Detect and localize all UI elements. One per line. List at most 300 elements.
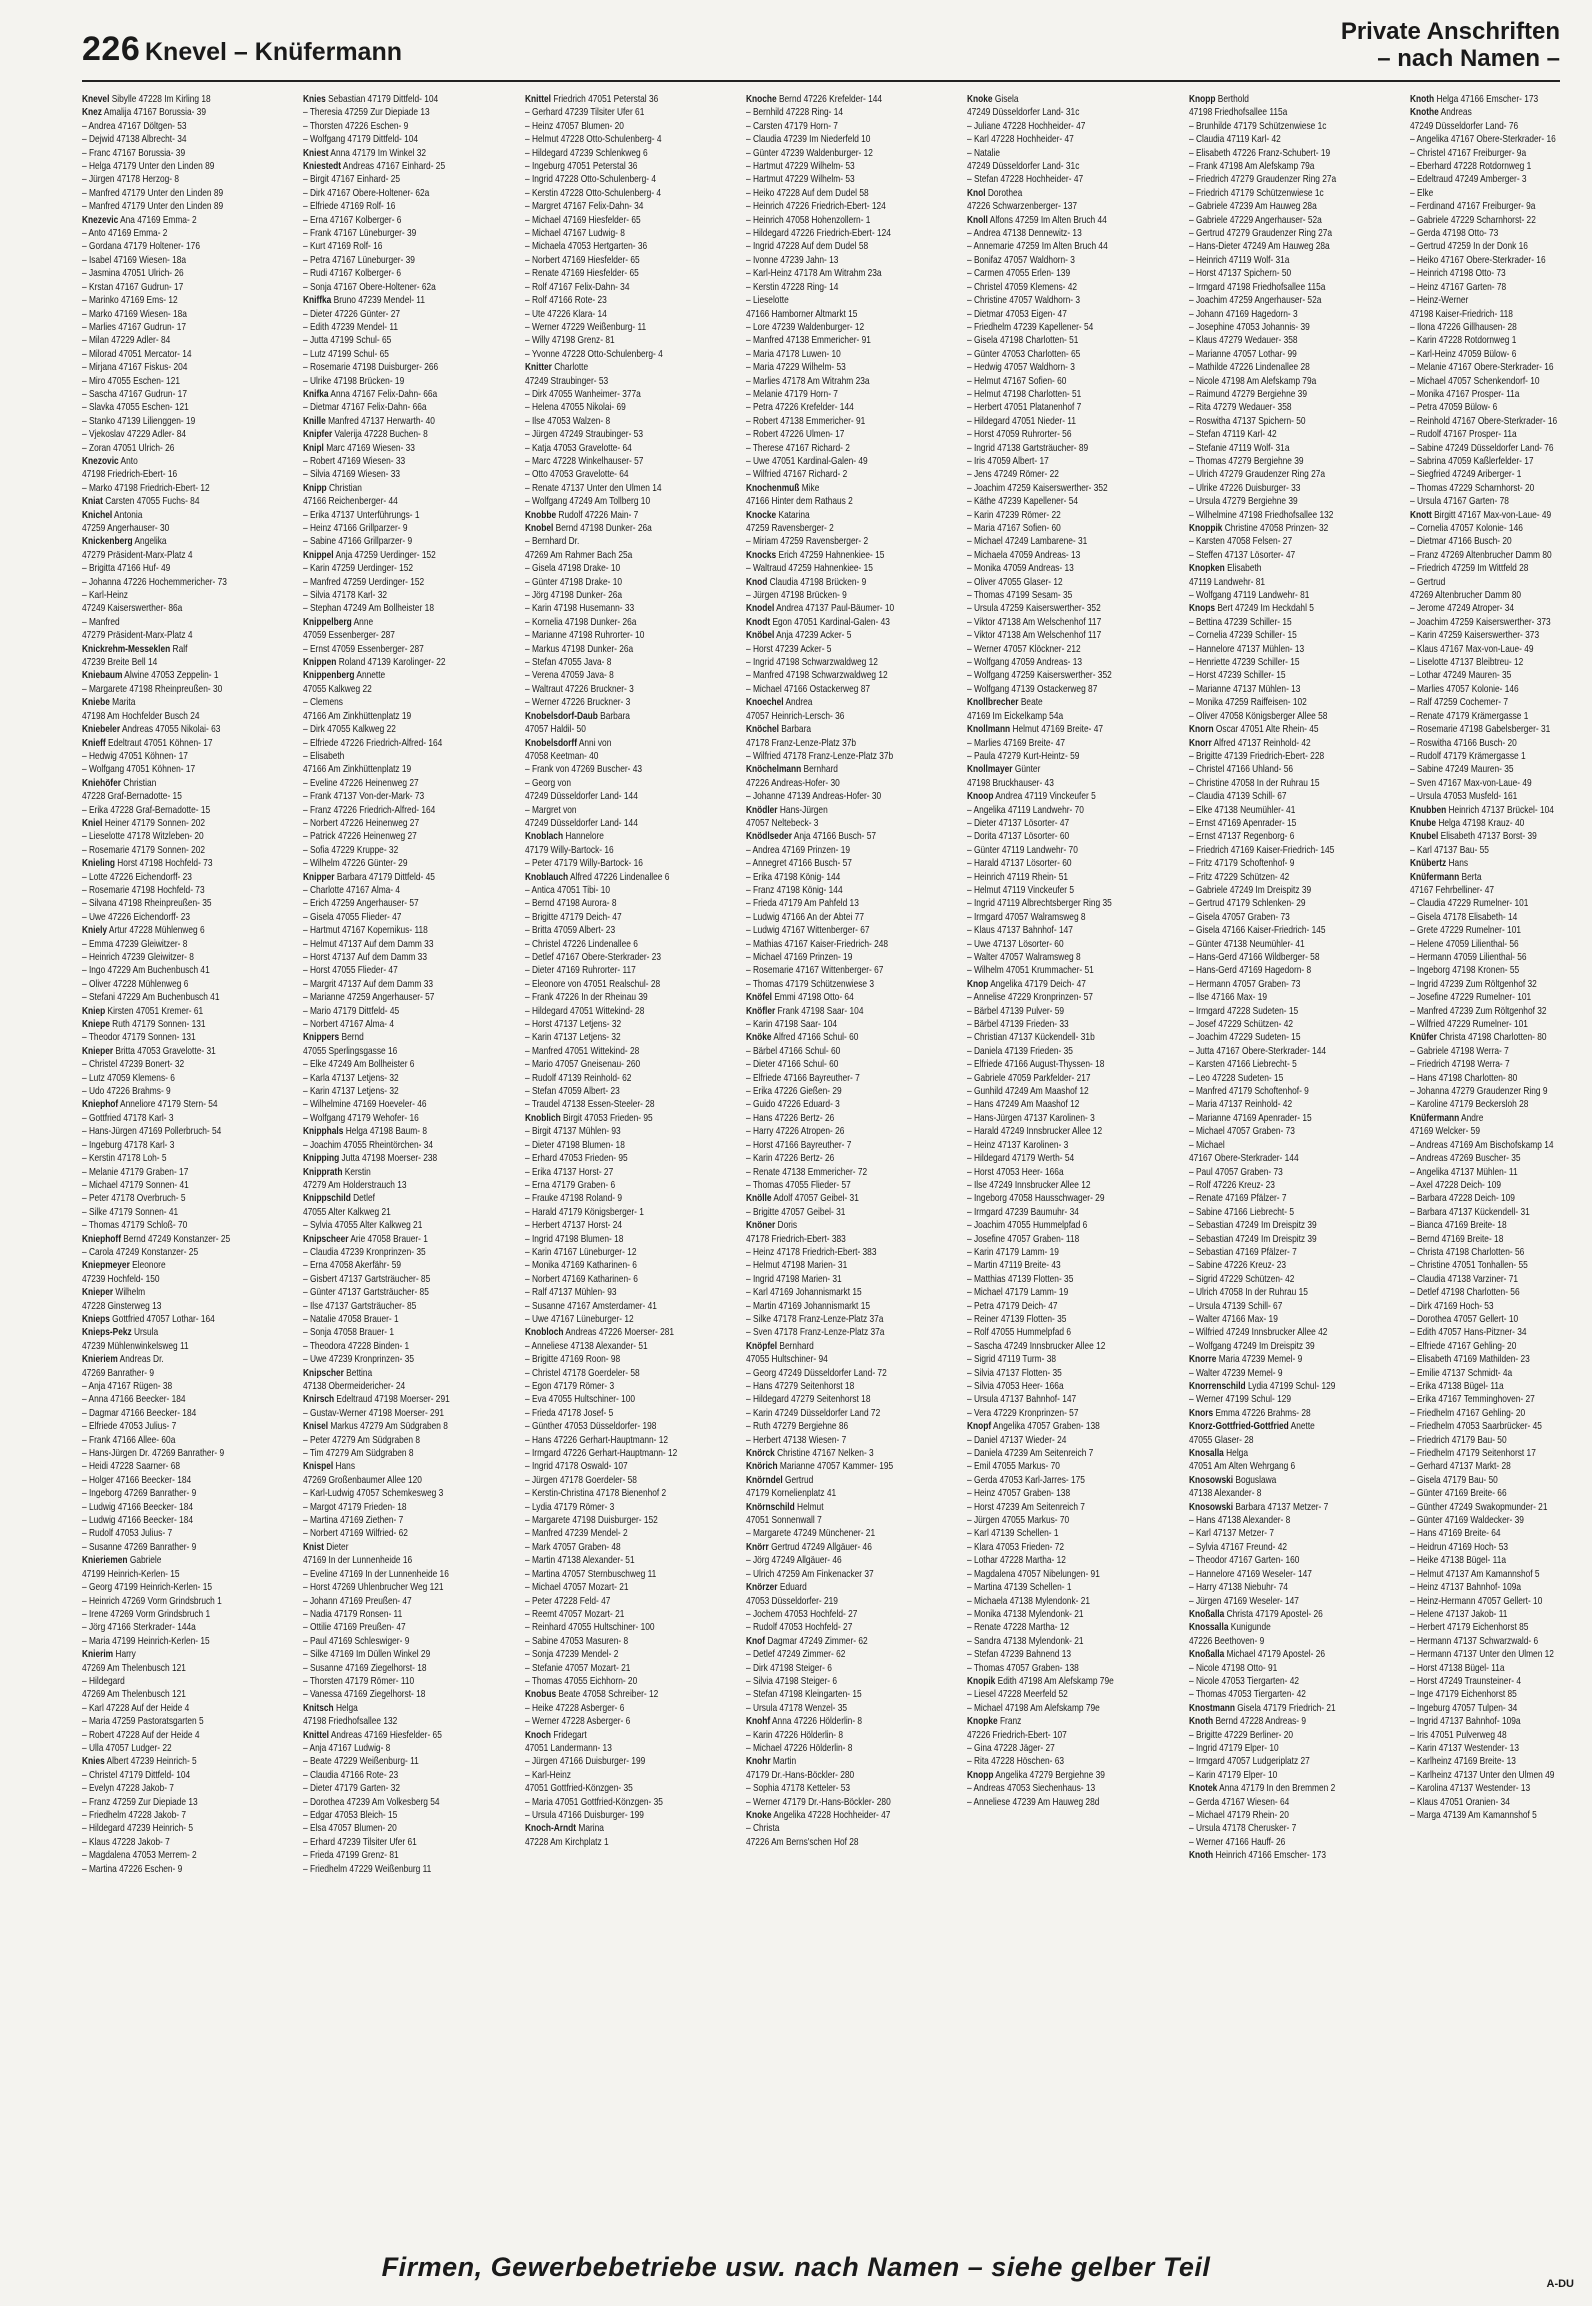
entry-text: – Wilfried 47167 Richard- 2 bbox=[745, 469, 848, 481]
list-item bbox=[82, 924, 246, 937]
list-item bbox=[746, 388, 910, 401]
list-item bbox=[525, 442, 689, 455]
entry-text: – Manfred bbox=[82, 616, 120, 628]
surname: Kniepe bbox=[82, 1019, 110, 1031]
list-item bbox=[1410, 1782, 1560, 1795]
surname: Knosalla bbox=[1188, 1448, 1224, 1460]
list-item bbox=[525, 428, 689, 441]
entry-text: – Mathias 47167 Kaiser-Friedrich- 248 bbox=[745, 938, 888, 950]
list-item bbox=[525, 669, 689, 682]
entry-text: – Marlies 47167 Gudrun- 17 bbox=[82, 321, 187, 333]
surname: Knörck bbox=[745, 1448, 775, 1460]
list-item bbox=[303, 1608, 467, 1621]
list-item bbox=[746, 455, 910, 468]
entry-text: – Frieda 47179 Am Pahfeld 13 bbox=[745, 898, 859, 910]
entry-text: – Susanne 47167 Amsterdamer- 41 bbox=[524, 1300, 657, 1312]
list-item bbox=[303, 737, 467, 750]
entry-text: – Horst 47166 Bayreuther- 7 bbox=[745, 1139, 852, 1151]
list-item bbox=[1410, 602, 1560, 615]
list-item bbox=[82, 1688, 246, 1701]
list-item bbox=[303, 857, 467, 870]
list-item bbox=[967, 1179, 1131, 1192]
list-item bbox=[1410, 468, 1560, 481]
entry-text: – Martin 47169 Johannismarkt 15 bbox=[745, 1300, 870, 1312]
list-item bbox=[746, 522, 910, 535]
list-item bbox=[525, 1648, 689, 1661]
entry-text: Albert 47239 Heinrich- 5 bbox=[104, 1756, 197, 1768]
entry-text: – Miriam 47259 Ravensberger- 2 bbox=[745, 536, 869, 548]
list-item bbox=[1189, 348, 1353, 361]
list-item bbox=[303, 133, 467, 146]
list-item bbox=[746, 495, 910, 508]
list-item bbox=[967, 589, 1131, 602]
list-item bbox=[303, 361, 467, 374]
list-item bbox=[967, 1581, 1131, 1594]
list-item bbox=[525, 1514, 689, 1527]
list-item bbox=[746, 616, 910, 629]
list-item bbox=[1189, 1367, 1353, 1380]
list-item bbox=[1189, 656, 1353, 669]
list-item bbox=[525, 656, 689, 669]
entry-text: – Hans-Jürgen 47169 Pollerbruch- 54 bbox=[82, 1126, 222, 1138]
entry-text: 47058 Keetman- 40 bbox=[524, 750, 598, 762]
list-item bbox=[1189, 1393, 1353, 1406]
list-item bbox=[967, 790, 1131, 803]
list-item bbox=[1410, 1407, 1560, 1420]
surname: Knittel bbox=[303, 1729, 330, 1741]
list-item bbox=[82, 991, 246, 1004]
entry-text: Helga 47198 Krauz- 40 bbox=[1435, 817, 1525, 829]
entry-text: – Werner 47229 Weißenburg- 11 bbox=[524, 321, 646, 333]
entry-text: – Georg 47249 Düsseldorfer Land- 72 bbox=[745, 1367, 887, 1379]
list-item bbox=[82, 951, 246, 964]
entry-text: Eduard bbox=[777, 1582, 807, 1594]
list-item bbox=[967, 1648, 1131, 1661]
surname: Knopik bbox=[967, 1675, 996, 1687]
surname: Knüfermann bbox=[1409, 871, 1459, 883]
surname: Knopp bbox=[967, 1769, 994, 1781]
list-item bbox=[967, 1621, 1131, 1634]
entry-text: – Helene 47059 Lilienthal- 56 bbox=[1409, 938, 1519, 950]
surname: Knobelsdorf-Daub bbox=[524, 710, 598, 722]
entry-text: – Jerome 47249 Atroper- 34 bbox=[1409, 603, 1514, 615]
entry-text: – Heinz 47137 Bahnhof- 109a bbox=[1409, 1582, 1521, 1594]
surname: Knöfler bbox=[745, 1005, 776, 1017]
list-item bbox=[525, 1085, 689, 1098]
list-item bbox=[525, 1139, 689, 1152]
entry-text: – Christine 47058 In der Ruhrau 15 bbox=[1188, 777, 1319, 789]
list-item bbox=[525, 321, 689, 334]
list-item bbox=[303, 1166, 467, 1179]
list-item bbox=[1189, 1635, 1353, 1648]
entry-text: – Monika 47167 Prosper- 11a bbox=[1409, 388, 1520, 400]
list-item bbox=[1189, 629, 1353, 642]
list-item bbox=[1410, 254, 1560, 267]
list-item bbox=[1189, 1769, 1353, 1782]
list-item bbox=[1189, 589, 1353, 602]
list-item bbox=[1410, 334, 1560, 347]
surname: Knors bbox=[1188, 1407, 1213, 1419]
entry-text: – Heinz 47137 Karolinen- 3 bbox=[967, 1139, 1069, 1151]
entry-text: – Sascha 47167 Gudrun- 17 bbox=[82, 388, 187, 400]
entry-text: – Sofia 47229 Kruppe- 32 bbox=[303, 844, 399, 856]
entry-text: 47051 Am Alten Wehrgang 6 bbox=[1188, 1461, 1295, 1473]
list-item bbox=[82, 294, 246, 307]
entry-text: 47167 Obere-Sterkrader- 144 bbox=[1188, 1153, 1299, 1165]
list-item bbox=[82, 361, 246, 374]
section-title-line-1: Private Anschriften bbox=[1340, 18, 1560, 45]
list-item bbox=[525, 924, 689, 937]
list-item bbox=[525, 1581, 689, 1594]
entry-text: – Lydia 47179 Römer- 3 bbox=[524, 1501, 614, 1513]
list-item bbox=[82, 334, 246, 347]
list-item bbox=[1410, 1085, 1560, 1098]
list-item bbox=[303, 1152, 467, 1165]
list-item bbox=[303, 1192, 467, 1205]
list-item bbox=[967, 804, 1131, 817]
list-item bbox=[746, 120, 910, 133]
entry-text: – Elfriede 47053 Julius- 7 bbox=[82, 1421, 177, 1433]
entry-text: – Heinz 47057 Blumen- 20 bbox=[524, 120, 624, 132]
surname: Knoth bbox=[1188, 1716, 1213, 1728]
list-item bbox=[525, 415, 689, 428]
list-item bbox=[303, 522, 467, 535]
list-item bbox=[967, 1219, 1131, 1232]
list-item bbox=[82, 978, 246, 991]
list-item bbox=[1189, 308, 1353, 321]
entry-text: – Charlotte 47167 Alma- 4 bbox=[303, 884, 401, 896]
list-item bbox=[967, 1755, 1131, 1768]
list-item bbox=[82, 415, 246, 428]
entry-text: – Martin 47138 Alexander- 51 bbox=[524, 1555, 635, 1567]
directory-column-5 bbox=[967, 93, 1131, 2248]
entry-text: – Erika 47167 Temminghoven- 27 bbox=[1409, 1394, 1535, 1406]
entry-text: – Melanie 47179 Horn- 7 bbox=[745, 388, 838, 400]
list-item bbox=[746, 375, 910, 388]
list-item bbox=[1189, 173, 1353, 186]
list-item bbox=[1189, 160, 1353, 173]
surname: Knorz-Gottfried-Gottfried bbox=[1188, 1421, 1289, 1433]
surname: Knödler bbox=[745, 804, 778, 816]
entry-text: – Heinz-Werner bbox=[1409, 295, 1469, 307]
entry-text: – Harald 47179 Königsberger- 1 bbox=[524, 1206, 644, 1218]
entry-text: – Brigitte 47057 Geibel- 31 bbox=[745, 1206, 846, 1218]
entry-text: – Helmut 47137 Auf dem Damm 33 bbox=[303, 938, 434, 950]
entry-text: – Ursula 47259 Kaiserswerther- 352 bbox=[967, 603, 1101, 615]
list-item bbox=[303, 1621, 467, 1634]
list-item bbox=[525, 1527, 689, 1540]
entry-text: – Gisela 47057 Graben- 73 bbox=[1188, 911, 1290, 923]
surname: Kniffka bbox=[303, 295, 332, 307]
entry-text: – Dietmar 47166 Busch- 20 bbox=[1409, 536, 1512, 548]
list-item bbox=[82, 1125, 246, 1138]
entry-text: – Sophia 47178 Ketteler- 53 bbox=[745, 1783, 850, 1795]
list-item bbox=[525, 964, 689, 977]
surname: Knubben bbox=[1409, 804, 1446, 816]
list-item bbox=[746, 1675, 910, 1688]
entry-text: – Daniela 47139 Frieden- 35 bbox=[967, 1045, 1074, 1057]
entry-text: – Bernd 47198 Aurora- 8 bbox=[524, 898, 617, 910]
entry-text: – Gerda 47167 Wiesen- 64 bbox=[1188, 1796, 1289, 1808]
list-item bbox=[1410, 964, 1560, 977]
list-item bbox=[82, 227, 246, 240]
entry-text: Hans bbox=[333, 1461, 356, 1473]
entry-text: Alfred 47226 Lindenallee 6 bbox=[567, 871, 670, 883]
list-item bbox=[746, 897, 910, 910]
list-item bbox=[746, 1152, 910, 1165]
entry-text: 47055 Kalkweg 22 bbox=[303, 683, 373, 695]
list-item bbox=[82, 1031, 246, 1044]
list-item bbox=[1189, 1031, 1353, 1044]
list-item bbox=[82, 173, 246, 186]
list-item bbox=[1189, 924, 1353, 937]
list-item bbox=[82, 240, 246, 253]
list-item bbox=[1189, 1541, 1353, 1554]
entry-text: – Karin 47137 Letjens- 32 bbox=[524, 1032, 621, 1044]
entry-text: – Günter 47198 Drake- 10 bbox=[524, 576, 622, 588]
list-item bbox=[82, 1206, 246, 1219]
list-item bbox=[746, 750, 910, 763]
entry-text: – Hannelore 47137 Mühlen- 13 bbox=[1188, 643, 1304, 655]
entry-text: – Andrea 47138 Dennewitz- 13 bbox=[967, 228, 1082, 240]
entry-text: – Bianca 47169 Breite- 18 bbox=[1409, 1220, 1507, 1232]
list-item bbox=[82, 375, 246, 388]
entry-text: – Hildegard 47239 Heinrich- 5 bbox=[82, 1823, 193, 1835]
entry-text: – Heinz 47167 Garten- 78 bbox=[1409, 281, 1506, 293]
entry-text: 47259 Ravensberger- 2 bbox=[745, 523, 834, 534]
list-item bbox=[303, 629, 467, 642]
page-number: 226 bbox=[82, 30, 141, 68]
entry-text: Alfons 47259 Im Alten Bruch 44 bbox=[988, 214, 1107, 226]
list-item bbox=[525, 763, 689, 776]
entry-text: – Werner 47057 Klöckner- 212 bbox=[967, 643, 1081, 655]
list-item bbox=[525, 227, 689, 240]
entry-text: – Manfred 47051 Wittekind- 28 bbox=[524, 1045, 639, 1057]
list-item bbox=[82, 763, 246, 776]
list-item bbox=[525, 281, 689, 294]
list-item bbox=[1189, 120, 1353, 133]
entry-text: – Franc 47167 Borussia- 39 bbox=[82, 147, 186, 159]
list-item bbox=[746, 1635, 910, 1648]
entry-text: – Johanna 47279 Graudenzer Ring 9 bbox=[1409, 1086, 1548, 1098]
entry-text: Günter bbox=[1012, 764, 1041, 776]
entry-text: Oscar 47051 Alte Rhein- 45 bbox=[1213, 724, 1319, 736]
entry-text: – Ilse 47249 Innsbrucker Allee 12 bbox=[967, 1179, 1091, 1191]
directory-column-6 bbox=[1189, 93, 1353, 2248]
list-item bbox=[82, 737, 246, 750]
entry-text: – Silvia 47169 Wiesen- 33 bbox=[303, 469, 401, 481]
list-item bbox=[967, 1326, 1131, 1339]
list-item bbox=[1410, 93, 1560, 106]
entry-text: Emmi 47198 Otto- 64 bbox=[771, 992, 854, 1004]
entry-text: – Michael 47057 Graben- 73 bbox=[1188, 1126, 1295, 1138]
list-item bbox=[746, 401, 910, 414]
list-item bbox=[303, 1447, 467, 1460]
list-item bbox=[1410, 240, 1560, 253]
entry-text: – Edeltraud 47249 Amberger- 3 bbox=[1409, 174, 1527, 186]
entry-text: – Sigrid 47119 Turm- 38 bbox=[967, 1354, 1057, 1366]
list-item bbox=[967, 388, 1131, 401]
entry-text: – Claudia 47166 Rote- 23 bbox=[303, 1769, 399, 1781]
entry-text: – Jochem 47053 Hochfeld- 27 bbox=[745, 1608, 858, 1620]
entry-text: – Friedrich 47169 Kaiser-Friedrich- 145 bbox=[1188, 844, 1334, 856]
entry-text: – Margarete 47249 Münchener- 21 bbox=[745, 1528, 876, 1540]
list-item bbox=[1189, 93, 1353, 106]
list-item bbox=[1189, 1246, 1353, 1259]
entry-text: – Frank 47137 Von-der-Mark- 73 bbox=[303, 791, 425, 803]
entry-text: – Waltraut 47226 Bruckner- 3 bbox=[524, 683, 634, 695]
surname: Knüfermann bbox=[1409, 1112, 1459, 1124]
entry-text: – Renate 47169 Hiesfelder- 65 bbox=[524, 268, 639, 280]
list-item bbox=[303, 281, 467, 294]
list-item bbox=[303, 1407, 467, 1420]
list-item bbox=[303, 1501, 467, 1514]
entry-text: – Frank 47167 Lüneburger- 39 bbox=[303, 228, 417, 240]
entry-text: – Sabine 47053 Masuren- 8 bbox=[524, 1635, 628, 1647]
entry-text: – Wolfgang 47119 Landwehr- 81 bbox=[1188, 590, 1309, 602]
list-item bbox=[303, 1822, 467, 1835]
list-item bbox=[1189, 1554, 1353, 1567]
entry-text: – Stefan 47228 Hochheider- 47 bbox=[967, 174, 1084, 186]
entry-text: – Erich 47259 Angerhauser- 57 bbox=[303, 898, 419, 910]
entry-text: – Heike 47228 Asberger- 6 bbox=[524, 1702, 624, 1714]
list-item bbox=[746, 348, 910, 361]
entry-text: – Birgit 47167 Einhard- 25 bbox=[303, 174, 401, 186]
entry-text: – Jürgen 47178 Goerdeler- 58 bbox=[524, 1474, 637, 1486]
entry-text: 47057 Haldil- 50 bbox=[524, 724, 586, 736]
entry-text: – Erika 47137 Horst- 27 bbox=[524, 1166, 613, 1178]
list-item bbox=[746, 991, 910, 1004]
entry-text: 47119 Landwehr- 81 bbox=[1188, 576, 1265, 588]
list-item bbox=[525, 1233, 689, 1246]
list-item bbox=[303, 1340, 467, 1353]
entry-text: – Michael 47169 Hiesfelder- 65 bbox=[524, 214, 641, 226]
list-item bbox=[82, 1340, 246, 1353]
entry-text: – Helmut 47198 Charlotten- 51 bbox=[967, 388, 1082, 400]
list-item bbox=[303, 696, 467, 709]
surname: Knop bbox=[967, 978, 989, 990]
list-item bbox=[967, 1447, 1131, 1460]
list-item bbox=[303, 1005, 467, 1018]
list-item bbox=[746, 844, 910, 857]
entry-text: – Sabine 47226 Kreuz- 23 bbox=[1188, 1260, 1286, 1272]
list-item bbox=[1410, 1072, 1560, 1085]
entry-text: – Christel 47178 Goerdeler- 58 bbox=[524, 1367, 640, 1379]
entry-text: 47279 Präsident-Marx-Platz 4 bbox=[82, 630, 193, 642]
entry-text: 47249 Kaiserswerther- 86a bbox=[82, 603, 183, 615]
list-item bbox=[1189, 737, 1353, 750]
list-item bbox=[303, 602, 467, 615]
list-item bbox=[746, 1769, 910, 1782]
list-item bbox=[82, 897, 246, 910]
entry-text: – Dagmar 47166 Beecker- 184 bbox=[82, 1407, 197, 1419]
entry-text: – Ingrid 47137 Bahnhof- 109a bbox=[1409, 1716, 1521, 1728]
entry-text: Ana 47169 Emma- 2 bbox=[118, 214, 197, 226]
list-item bbox=[1410, 1742, 1560, 1755]
list-item bbox=[1189, 509, 1353, 522]
entry-text: – Joachim 47229 Sudeten- 15 bbox=[1188, 1032, 1300, 1044]
list-item bbox=[746, 1662, 910, 1675]
entry-text: – Karin 47226 Hölderlin- 8 bbox=[745, 1729, 843, 1741]
entry-text: 47269 Großenbaumer Allee 120 bbox=[303, 1474, 423, 1486]
entry-text: – Anneliese 47239 Am Hauweg 28d bbox=[967, 1796, 1100, 1808]
list-item bbox=[746, 160, 910, 173]
entry-text: – Ludwig 47166 Beecker- 184 bbox=[82, 1515, 194, 1527]
list-item bbox=[967, 616, 1131, 629]
entry-text: – Uwe 47167 Lüneburger- 12 bbox=[524, 1313, 634, 1325]
entry-text: Bert 47249 Im Heckdahl 5 bbox=[1214, 603, 1314, 615]
list-item bbox=[82, 1514, 246, 1527]
list-item bbox=[746, 1286, 910, 1299]
list-item bbox=[1189, 964, 1353, 977]
entry-text: – Sabine 47166 Grillparzer- 9 bbox=[303, 536, 413, 548]
list-item bbox=[1189, 1702, 1353, 1715]
entry-text: – Isabel 47169 Wiesen- 18a bbox=[82, 254, 187, 266]
list-item bbox=[525, 1300, 689, 1313]
entry-text: – Michael 47057 Mozart- 21 bbox=[524, 1582, 629, 1594]
list-item bbox=[1189, 267, 1353, 280]
entry-text: – Wilhelmine 47198 Friedhofsallee 132 bbox=[1188, 509, 1333, 521]
list-item bbox=[525, 482, 689, 495]
entry-text: – Bonifaz 47057 Waldhorn- 3 bbox=[967, 254, 1076, 266]
entry-text: – Friedrich 47259 Im Wittfeld 28 bbox=[1409, 563, 1529, 575]
entry-text: – Claudia 47239 Im Niederfeld 10 bbox=[745, 134, 871, 146]
list-item bbox=[525, 348, 689, 361]
entry-text: Beate bbox=[1018, 697, 1043, 709]
list-item bbox=[82, 696, 246, 709]
list-item bbox=[746, 1796, 910, 1809]
entry-text: Andreas 47055 Nikolai- 63 bbox=[120, 724, 221, 736]
list-item bbox=[967, 1595, 1131, 1608]
entry-text: – Michaela 47138 Mylendonk- 21 bbox=[967, 1595, 1091, 1607]
list-item bbox=[82, 1715, 246, 1728]
entry-text: – Gertrud 47279 Graudenzer Ring 27a bbox=[1188, 228, 1332, 240]
surname: Kniest bbox=[303, 147, 329, 159]
entry-text: – Elke bbox=[1409, 187, 1434, 199]
list-item bbox=[303, 1018, 467, 1031]
list-item bbox=[525, 267, 689, 280]
entry-text: Artur 47228 Mühlenweg 6 bbox=[107, 925, 205, 937]
list-item bbox=[1410, 133, 1560, 146]
list-item bbox=[303, 1353, 467, 1366]
list-item bbox=[746, 696, 910, 709]
list-item bbox=[1189, 1139, 1353, 1152]
entry-text: – Karl-Heinz bbox=[524, 1769, 571, 1781]
entry-text: – Thomas 47229 Scharnhorst- 20 bbox=[1409, 482, 1535, 494]
list-item bbox=[303, 1179, 467, 1192]
entry-text: – Maria 47259 Pastoratsgarten 5 bbox=[82, 1716, 204, 1728]
list-item bbox=[967, 1313, 1131, 1326]
entry-text: Adolf 47057 Geibel- 31 bbox=[771, 1193, 859, 1205]
list-item bbox=[82, 147, 246, 160]
list-item bbox=[746, 951, 910, 964]
entry-text: – Ursula 47178 Cherusker- 7 bbox=[1188, 1823, 1296, 1835]
surname: Knoppik bbox=[1188, 523, 1222, 534]
entry-text: – Michael 47169 Prinzen- 19 bbox=[745, 952, 853, 963]
entry-text: Emma 47226 Brahms- 28 bbox=[1212, 1407, 1311, 1419]
entry-text: – Frank 47166 Allee- 60a bbox=[82, 1434, 176, 1446]
list-item bbox=[1410, 1447, 1560, 1460]
surname: Knoth bbox=[1409, 94, 1434, 105]
entry-text: Anna 47167 Felix-Dahn- 66a bbox=[328, 388, 438, 400]
entry-text: – Willy 47198 Grenz- 81 bbox=[524, 335, 615, 347]
entry-text: – Karin 47198 Husemann- 33 bbox=[524, 603, 634, 615]
list-item bbox=[967, 294, 1131, 307]
list-item bbox=[746, 1072, 910, 1085]
entry-text: – Dietmar 47053 Eigen- 47 bbox=[967, 308, 1068, 320]
list-item bbox=[82, 804, 246, 817]
entry-text: – Brigitte 47229 Berliner- 20 bbox=[1188, 1729, 1293, 1741]
